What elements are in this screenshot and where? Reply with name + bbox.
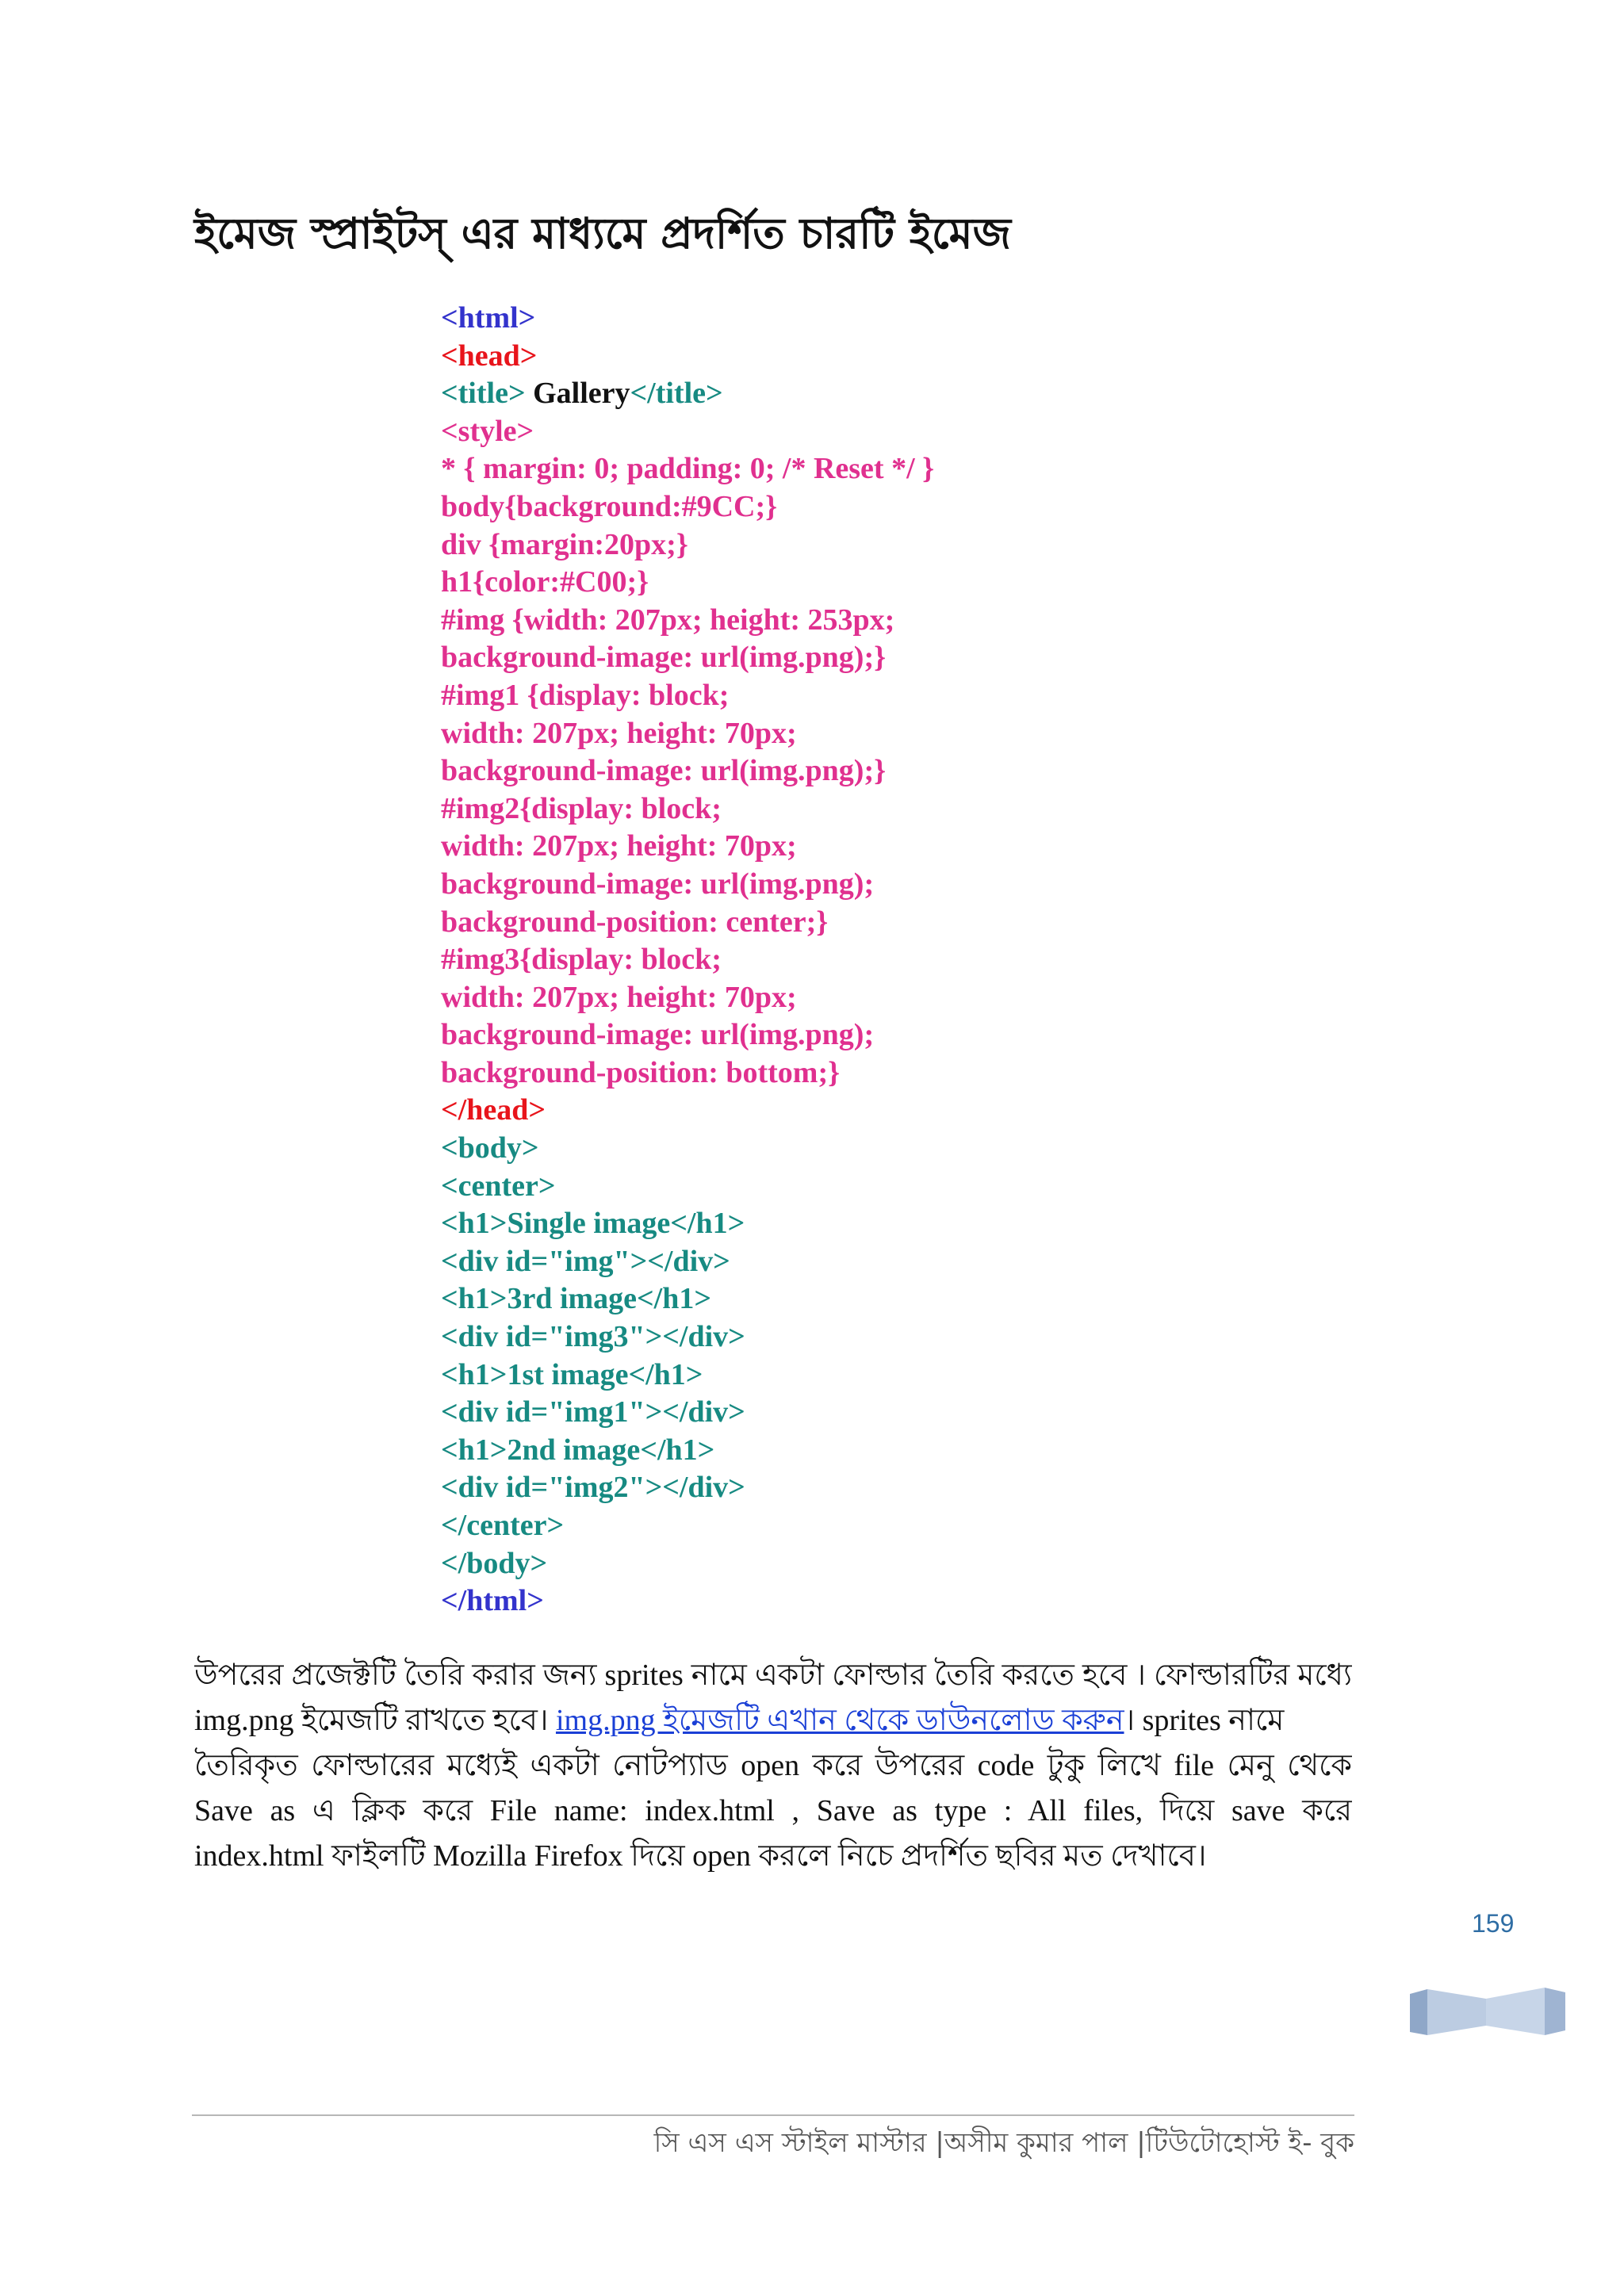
code-line: <div id="img3"></div> [441, 1320, 745, 1354]
paragraph-line: উপরের প্রজেক্টটি তৈরি করার জন্য sprites নামে একটা ফোল্ডার তৈরি করতে হবে । ফোল্ডারটির মধ্যে [194, 1659, 1352, 1692]
instructions-paragraph [194, 1653, 1352, 1879]
code-line: #img3{display: block; [441, 943, 722, 977]
code-line: #img2{display: block; [441, 791, 722, 825]
code-line: </center> [441, 1509, 565, 1542]
code-line: <center> [441, 1169, 556, 1203]
code-line: #img {width: 207px; height: 253px; [441, 603, 895, 637]
code-line: background-image: url(img.png);} [441, 641, 887, 675]
code-line: <div id="img2"></div> [441, 1471, 745, 1505]
download-link[interactable]: img.png ইমেজটি এখান থেকে ডাউনলোড করুন [555, 1704, 1124, 1737]
code-line: width: 207px; height: 70px; [441, 980, 797, 1014]
code-line: <h1>Single image</h1> [441, 1207, 745, 1241]
code-line: h1{color:#C00;} [441, 565, 649, 599]
code-line: <h1>2nd image</h1> [441, 1433, 715, 1467]
paragraph-text: img.png ইমেজটি রাখতে হবে। [194, 1704, 556, 1737]
title-value: Gallery [525, 377, 630, 411]
title-close-tag: </title> [630, 377, 723, 411]
paragraph-text: । sprites নামে [1124, 1704, 1285, 1737]
code-line: <body> [441, 1131, 539, 1165]
code-line: width: 207px; height: 70px; [441, 829, 797, 863]
page-corner-ribbon-icon [1410, 1980, 1565, 2043]
paragraph-line-with-link [194, 1698, 1352, 1743]
code-line: background-position: center;} [441, 905, 829, 939]
code-line: <h1>3rd image</h1> [441, 1282, 712, 1316]
code-line: background-image: url(img.png);} [441, 754, 887, 788]
footer-divider [192, 2114, 1354, 2116]
code-line: <style> [441, 414, 534, 448]
code-line: <div id="img1"></div> [441, 1395, 745, 1429]
page-heading: ইমেজ স্প্রাইটস্ এর মাধ্যমে প্রদর্শিত চারটি ইমেজ [194, 209, 1011, 258]
code-line: <h1>1st image</h1> [441, 1357, 703, 1391]
code-line: background-position: bottom;} [441, 1055, 841, 1089]
code-line: * { margin: 0; padding: 0; /* Reset */ } [441, 452, 935, 486]
page-number: 159 [1472, 1909, 1515, 1938]
code-line: <head> [441, 339, 538, 373]
code-line: width: 207px; height: 70px; [441, 716, 797, 750]
title-open-tag: <title> [441, 377, 526, 411]
code-line: <div id="img"></div> [441, 1244, 730, 1278]
paragraph-line: তৈরিকৃত ফোল্ডারের মধ্যেই একটা নোটপ্যাড open করে উপরের code টুকু লিখে file মেনু থেকে [194, 1749, 1352, 1782]
code-line: background-image: url(img.png); [441, 867, 875, 901]
code-line: </html> [441, 1584, 544, 1618]
code-line-title [441, 375, 1234, 413]
code-line: body{background:#9CC;} [441, 489, 778, 523]
code-line: div {margin:20px;} [441, 527, 688, 561]
code-line: background-image: url(img.png); [441, 1018, 875, 1052]
code-line: </body> [441, 1546, 548, 1580]
paragraph-line: index.html ফাইলটি Mozilla Firefox দিয়ে open করলে নিচে প্রদর্শিত ছবির মত দেখাবে। [194, 1839, 1207, 1873]
paragraph-line: Save as এ ক্লিক করে File name: index.html , Save as type : All files, দিয়ে save করে [194, 1794, 1352, 1827]
code-line: </head> [441, 1093, 546, 1127]
footer-text: সি এস এস স্টাইল মাস্টার |অসীম কুমার পাল |টিউটোহোস্ট ই- বুক [653, 2127, 1354, 2159]
code-line: #img1 {display: block; [441, 678, 730, 712]
code-line: <html> [441, 301, 536, 335]
code-listing [441, 300, 1234, 1621]
